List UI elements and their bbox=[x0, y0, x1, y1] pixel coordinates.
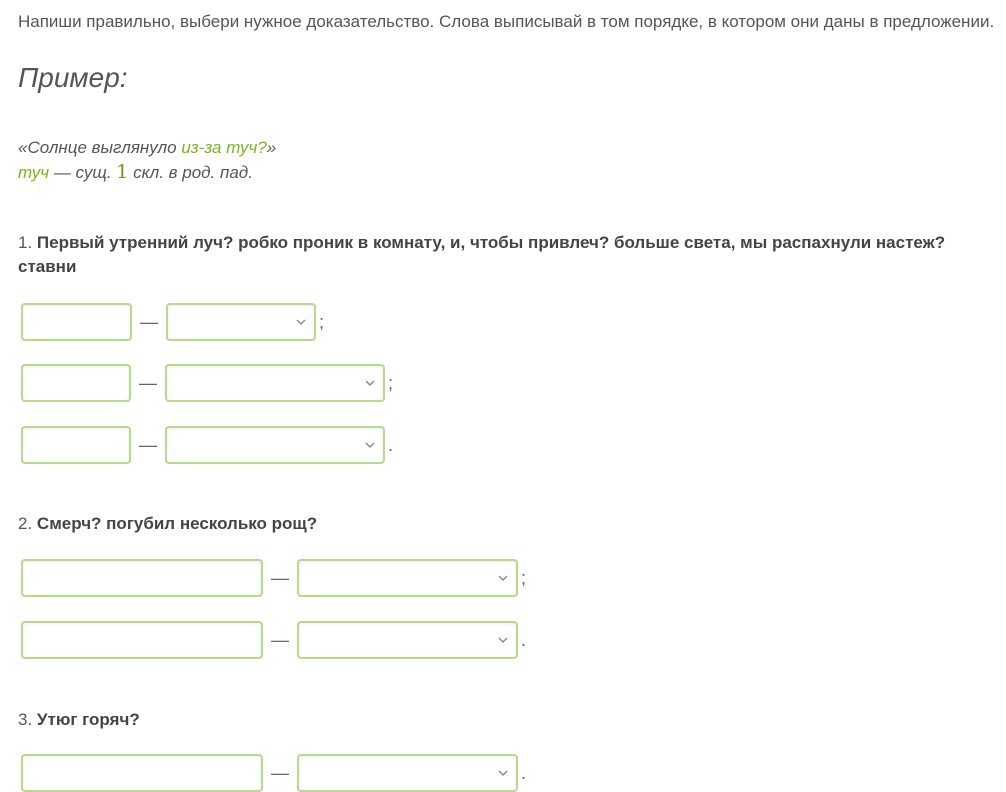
task-instruction: Напиши правильно, выбери нужное доказательство. Слова выписывай в том порядке, в котором они даны в предложении. bbox=[18, 12, 995, 31]
example-block bbox=[18, 136, 998, 185]
example-proof bbox=[18, 160, 998, 185]
word-input[interactable] bbox=[21, 621, 263, 659]
row-punctuation: ; bbox=[388, 372, 394, 393]
chevron-down-icon bbox=[498, 573, 508, 583]
dash-separator: — bbox=[140, 311, 158, 332]
row-punctuation: ; bbox=[319, 311, 325, 332]
chevron-down-icon bbox=[296, 317, 306, 327]
example-title: Пример: bbox=[18, 62, 128, 93]
answer-row-1-2 bbox=[21, 364, 393, 402]
chevron-down-icon bbox=[365, 378, 375, 388]
row-punctuation: . bbox=[521, 629, 527, 650]
example-proof-rest: скл. в род. пад. bbox=[128, 163, 253, 182]
example-sentence-text: «Солнце выглянуло bbox=[18, 138, 182, 157]
proof-select[interactable] bbox=[166, 303, 316, 341]
proof-select[interactable] bbox=[297, 754, 518, 792]
example-sentence bbox=[18, 136, 998, 160]
example-proof-digit: 1 bbox=[116, 161, 129, 183]
question-1-text: Первый утренний луч? робко проник в комнату, и, чтобы привлеч? больше света, мы распахнули настеж? ставни bbox=[18, 233, 946, 276]
answer-row-3-1 bbox=[21, 754, 526, 792]
proof-select[interactable] bbox=[297, 559, 518, 597]
example-proof-word: туч bbox=[18, 163, 50, 182]
example-sentence-end: » bbox=[266, 138, 277, 157]
example-proof-text: — сущ. bbox=[49, 163, 117, 182]
chevron-down-icon bbox=[365, 440, 375, 450]
answer-row-2-2 bbox=[21, 621, 526, 659]
dash-separator: — bbox=[271, 567, 289, 588]
question-2-number: 2. bbox=[18, 514, 33, 533]
row-punctuation: . bbox=[388, 434, 394, 455]
question-2-text: Смерч? погубил несколько рощ? bbox=[36, 514, 318, 533]
dash-separator: — bbox=[271, 629, 289, 650]
word-input[interactable] bbox=[21, 754, 263, 792]
chevron-down-icon bbox=[498, 635, 508, 645]
word-input[interactable] bbox=[21, 559, 263, 597]
answer-row-2-1 bbox=[21, 559, 526, 597]
word-input[interactable] bbox=[21, 426, 131, 464]
question-2 bbox=[18, 512, 998, 536]
dash-separator: — bbox=[271, 762, 289, 783]
row-punctuation: ; bbox=[521, 567, 527, 588]
dash-separator: — bbox=[139, 372, 157, 393]
question-1 bbox=[18, 231, 998, 279]
question-1-number: 1. bbox=[18, 233, 33, 252]
word-input[interactable] bbox=[21, 364, 131, 402]
proof-select[interactable] bbox=[165, 426, 385, 464]
question-3-text: Утюг горяч? bbox=[36, 710, 140, 729]
answer-row-1-3 bbox=[21, 426, 393, 464]
example-highlight-word: из-за туч? bbox=[181, 138, 267, 157]
dash-separator: — bbox=[139, 434, 157, 455]
proof-select[interactable] bbox=[297, 621, 518, 659]
chevron-down-icon bbox=[498, 768, 508, 778]
answer-row-1-1 bbox=[21, 303, 324, 341]
question-3 bbox=[18, 708, 998, 732]
word-input[interactable] bbox=[21, 303, 132, 341]
question-3-number: 3. bbox=[18, 710, 33, 729]
proof-select[interactable] bbox=[165, 364, 385, 402]
row-punctuation: . bbox=[521, 762, 527, 783]
